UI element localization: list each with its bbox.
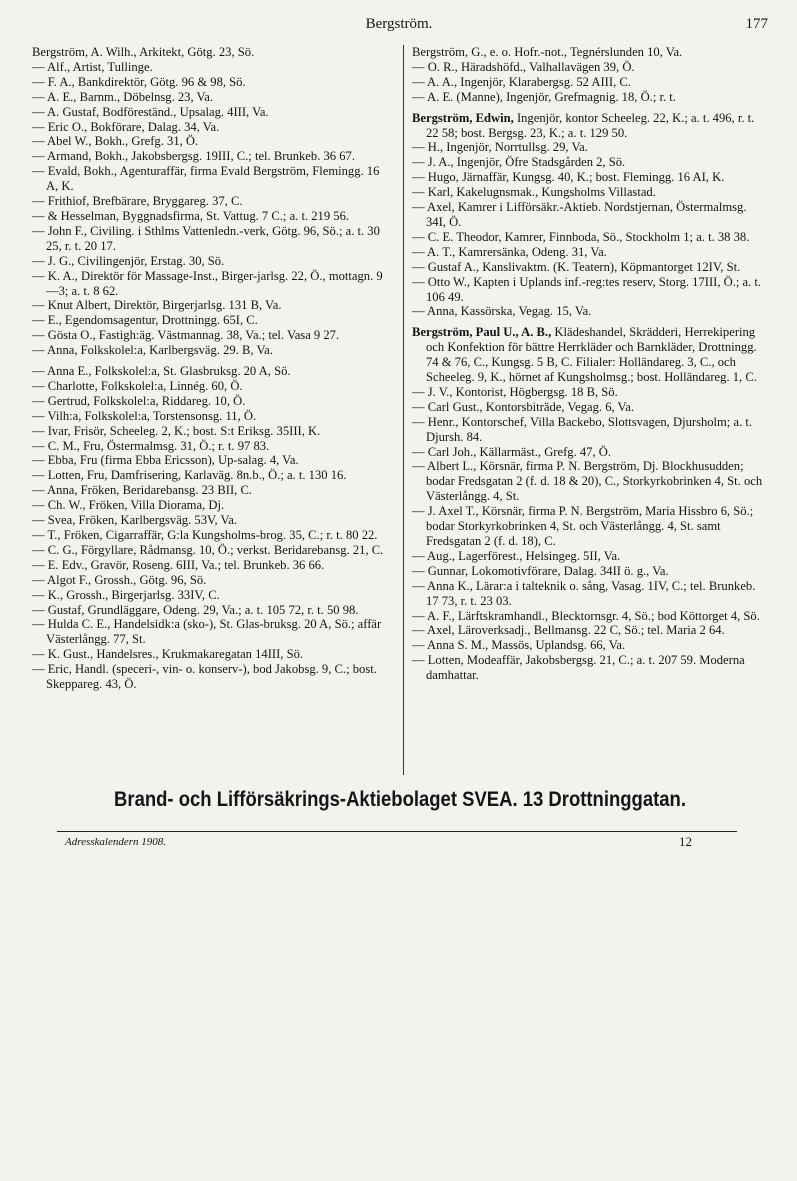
directory-entry: — A. T., Kamrersänka, Odeng. 31, Va.	[412, 244, 607, 259]
directory-entry: — Gustaf, Grundläggare, Odeng. 29, Va.; a. t. 105 72, r. t. 50 98.	[32, 602, 359, 617]
directory-entry: Bergström, Paul U., A. B., Klädeshandel, Skrädderi, Herrekipering och Konfektion för bättre Herrkläder och Barnkläder, Drottningg. 74 & 76, C., Kungsg. 5 B, C. Filialer: Holländareg. 3, C., och Scheeleg. 9, K., hörnet af Kungsholmsg.; bost. Holländareg. 1, C.	[412, 325, 757, 385]
directory-entry: — Aug., Lagerförest., Helsingeg. 5II, Va.	[412, 548, 621, 563]
footer-rule	[57, 831, 737, 832]
directory-entry: — K., Grossh., Birgerjarlsg. 33IV, C.	[32, 587, 220, 602]
directory-entry: — Anna E., Folkskolel:a, St. Glasbruksg. 20 A, Sö.	[32, 364, 291, 379]
directory-entry: — K. Gust., Handelsres., Krukmakaregatan 14III, Sö.	[32, 647, 304, 662]
directory-entry: Bergström, Edwin, Ingenjör, kontor Scheeleg. 22, K.; a. t. 496, r. t. 22 58; bost. Bergsg. 23, K.; a. t. 129 50.	[412, 110, 755, 140]
directory-entry: — Knut Albert, Direktör, Birgerjarlsg. 131 B, Va.	[32, 298, 282, 313]
directory-columns	[32, 45, 766, 777]
directory-entry: — Gunnar, Lokomotivförare, Dalag. 34II ö. g., Va.	[412, 563, 669, 578]
directory-entry: — Albert L., Körsnär, firma P. N. Bergström, Dj. Blockhusudden; bodar Fredsgatan 2 (f. d. 18 & 20), C., Storkyrkobrinken 4, St. och Västerlångg. 4, St.	[412, 459, 763, 504]
directory-entry: — Eric O., Bokförare, Dalag. 34, Va.	[32, 119, 220, 134]
directory-entry: — Svea, Fröken, Karlbergsväg. 53V, Va.	[32, 513, 237, 528]
directory-entry: — Abel W., Bokh., Grefg. 31, Ö.	[32, 134, 199, 149]
directory-entry: Bergström, G., e. o. Hofr.-not., Tegnérslunden 10, Va.	[412, 45, 683, 59]
directory-entry: — Frithiof, Brefbärare, Bryggareg. 37, C.	[32, 194, 243, 209]
directory-entry: — Gertrud, Folkskolel:a, Riddareg. 10, Ö.	[32, 393, 246, 408]
directory-entry: Bergström, A. Wilh., Arkitekt, Götg. 23, Sö.	[32, 45, 255, 59]
directory-entry: — Ebba, Fru (firma Ebba Ericsson), Up-salag. 4, Va.	[32, 453, 299, 468]
directory-entry: — C. G., Förgyllare, Rådmansg. 10, Ö.; verkst. Beridarebansg. 21, C.	[32, 542, 384, 557]
directory-entry: — O. R., Häradshöfd., Valhallavägen 39, Ö.	[412, 59, 635, 74]
directory-entry: — Algot F., Grossh., Götg. 96, Sö.	[32, 572, 207, 587]
directory-entry: — Gösta O., Fastigh:äg. Västmannag. 38, Va.; tel. Vasa 9 27.	[32, 328, 340, 343]
directory-entry: — A. A., Ingenjör, Klarabergsg. 52 AIII, C.	[412, 74, 631, 89]
directory-entry: — A. F., Lärftskramhandl., Blecktornsgr. 4, Sö.; bod Köttorget 4, Sö.	[412, 608, 760, 623]
directory-entry: — Karl, Kakelugnsmak., Kungsholms Villastad.	[412, 185, 656, 200]
directory-entry: — A. Gustaf, Bodföreständ., Upsalag. 4III, Va.	[32, 104, 269, 119]
page-header	[30, 16, 768, 38]
directory-entry: — J. V., Kontorist, Högbergsg. 18 B, Sö.	[412, 384, 618, 399]
directory-entry: — A. E., Barnm., Döbelnsg. 23, Va.	[32, 89, 213, 104]
directory-entry: — Axel, Läroverksadj., Bellmansg. 22 C, Sö.; tel. Maria 2 64.	[412, 623, 725, 638]
left-column	[32, 45, 390, 692]
directory-entry: — E., Egendomsagentur, Drottningg. 65I, C.	[32, 313, 258, 328]
advertisement-banner: Brand- och Lifförsäkrings-Aktiebolaget SVEA. 13 Drottninggatan.	[114, 788, 686, 811]
directory-entry: — Ivar, Frisör, Scheeleg. 2, K.; bost. S:t Eriksg. 35III, K.	[32, 423, 321, 438]
directory-entry: — Anna K., Lärar:a i talteknik o. sång, Vasag. 1IV, C.; tel. Brunkeb. 17 73, r. t. 23 03.	[412, 578, 756, 608]
directory-entry: — Anna S. M., Massös, Uplandsg. 66, Va.	[412, 638, 626, 653]
directory-entry: — Anna, Fröken, Beridarebansg. 23 BII, C.	[32, 483, 253, 498]
directory-entry: — Gustaf A., Kanslivaktm. (K. Teatern), Köpmantorget 12IV, St.	[412, 259, 741, 274]
footer-signature: 12	[679, 834, 692, 849]
directory-entry: — Hugo, Järnaffär, Kungsg. 40, K.; bost. Flemingg. 16 AI, K.	[412, 170, 725, 185]
directory-entry: — J. Axel T., Körsnär, firma P. N. Bergström, Maria Hissbro 6, Sö.; bodar Storkyrkobrinken 4, St. och Västerlångg. 4, St. samt Fredsgatan 2 (f. d. 18), C.	[412, 504, 754, 548]
directory-entry: — Carl Gust., Kontorsbiträde, Vegag. 6, Va.	[412, 399, 634, 414]
column-divider	[403, 45, 404, 775]
page-number: 177	[745, 16, 768, 32]
directory-entry: — H., Ingenjör, Norrtullsg. 29, Va.	[412, 140, 588, 155]
directory-entry: — Axel, Kamrer i Lifförsäkr.-Aktieb. Nordstjernan, Östermalmsg. 34I, Ö.	[412, 200, 747, 229]
directory-entry: — J. A., Ingenjör, Öfre Stadsgården 2, Sö.	[412, 155, 626, 170]
directory-entry: — Carl Joh., Källarmäst., Grefg. 47, Ö.	[412, 444, 612, 459]
directory-entry: — T., Fröken, Cigarraffär, G:la Kungsholms-brog. 35, C.; r. t. 80 22.	[32, 528, 378, 542]
directory-entry: — Charlotte, Folkskolel:a, Linnég. 60, Ö.	[32, 378, 243, 393]
directory-entry: — Anna, Folkskolel:a, Karlbergsväg. 29. B, Va.	[32, 343, 273, 358]
directory-entry: — Lotten, Modeaffär, Jakobsbergsg. 21, C.; a. t. 207 59. Moderna damhattar.	[412, 653, 745, 683]
directory-entry: — J. G., Civilingenjör, Erstag. 30, Sö.	[32, 253, 225, 268]
directory-entry: — C. M., Fru, Östermalmsg. 31, Ö.; r. t. 97 83.	[32, 438, 270, 453]
directory-entry: — Anna, Kassörska, Vegag. 15, Va.	[412, 304, 592, 319]
directory-entry: — John F., Civiling. i Sthlms Vattenledn.-verk, Götg. 96, Sö.; a. t. 30 25, r. t. 20 17.	[32, 223, 380, 253]
directory-entry: — E. Edv., Gravör, Roseng. 6III, Va.; tel. Brunkeb. 36 66.	[32, 557, 325, 572]
right-column	[412, 45, 764, 683]
directory-entry: — Lotten, Fru, Damfrisering, Karlaväg. 8n.b., Ö.; a. t. 130 16.	[32, 468, 347, 483]
directory-entry: — Vilh:a, Folkskolel:a, Torstensonsg. 11, Ö.	[32, 408, 257, 423]
directory-entry: — Otto W., Kapten i Uplands inf.-reg:tes reserv, Storg. 17III, Ö.; a. t. 106 49.	[412, 274, 762, 304]
directory-entry: — Armand, Bokh., Jakobsbergsg. 19III, C.; tel. Brunkeb. 36 67.	[32, 149, 355, 164]
directory-entry: — Eric, Handl. (speceri-, vin- o. konserv-), bod Jakobsg. 9, C.; bost. Skeppareg. 43, Ö.	[32, 662, 377, 692]
page-title: Bergström.	[365, 16, 433, 32]
directory-entry: — Alf., Artist, Tullinge.	[32, 59, 153, 74]
directory-entry: — Ch. W., Fröken, Villa Diorama, Dj.	[32, 498, 225, 513]
directory-entry: — K. A., Direktör för Massage-Inst., Birger-jarlsg. 22, Ö., mottagn. 9—3; a. t. 8 62.	[32, 268, 383, 298]
directory-entry: — A. E. (Manne), Ingenjör, Grefmagnig. 18, Ö.; r. t.	[412, 89, 676, 104]
directory-entry: — & Hesselman, Byggnadsfirma, St. Vattug. 7 C.; a. t. 219 56.	[32, 208, 350, 223]
directory-entry: — Hulda C. E., Handelsidk:a (sko-), St. Glas-bruksg. 20 A, Sö.; affär Västerlångg. 77, St.	[32, 617, 382, 647]
directory-entry: — F. A., Bankdirektör, Götg. 96 & 98, Sö.	[32, 74, 246, 89]
footer-publication: Adresskalendern 1908.	[65, 836, 167, 848]
directory-entry: — Henr., Kontorschef, Villa Backebo, Slottsvagen, Djursholm; a. t. Djursh. 84.	[412, 414, 753, 444]
directory-entry: — Evald, Bokh., Agenturaffär, firma Evald Bergström, Flemingg. 16 A, K.	[32, 164, 380, 194]
directory-entry: — C. E. Theodor, Kamrer, Finnboda, Sö., Stockholm 1; a. t. 38 38.	[412, 229, 750, 244]
